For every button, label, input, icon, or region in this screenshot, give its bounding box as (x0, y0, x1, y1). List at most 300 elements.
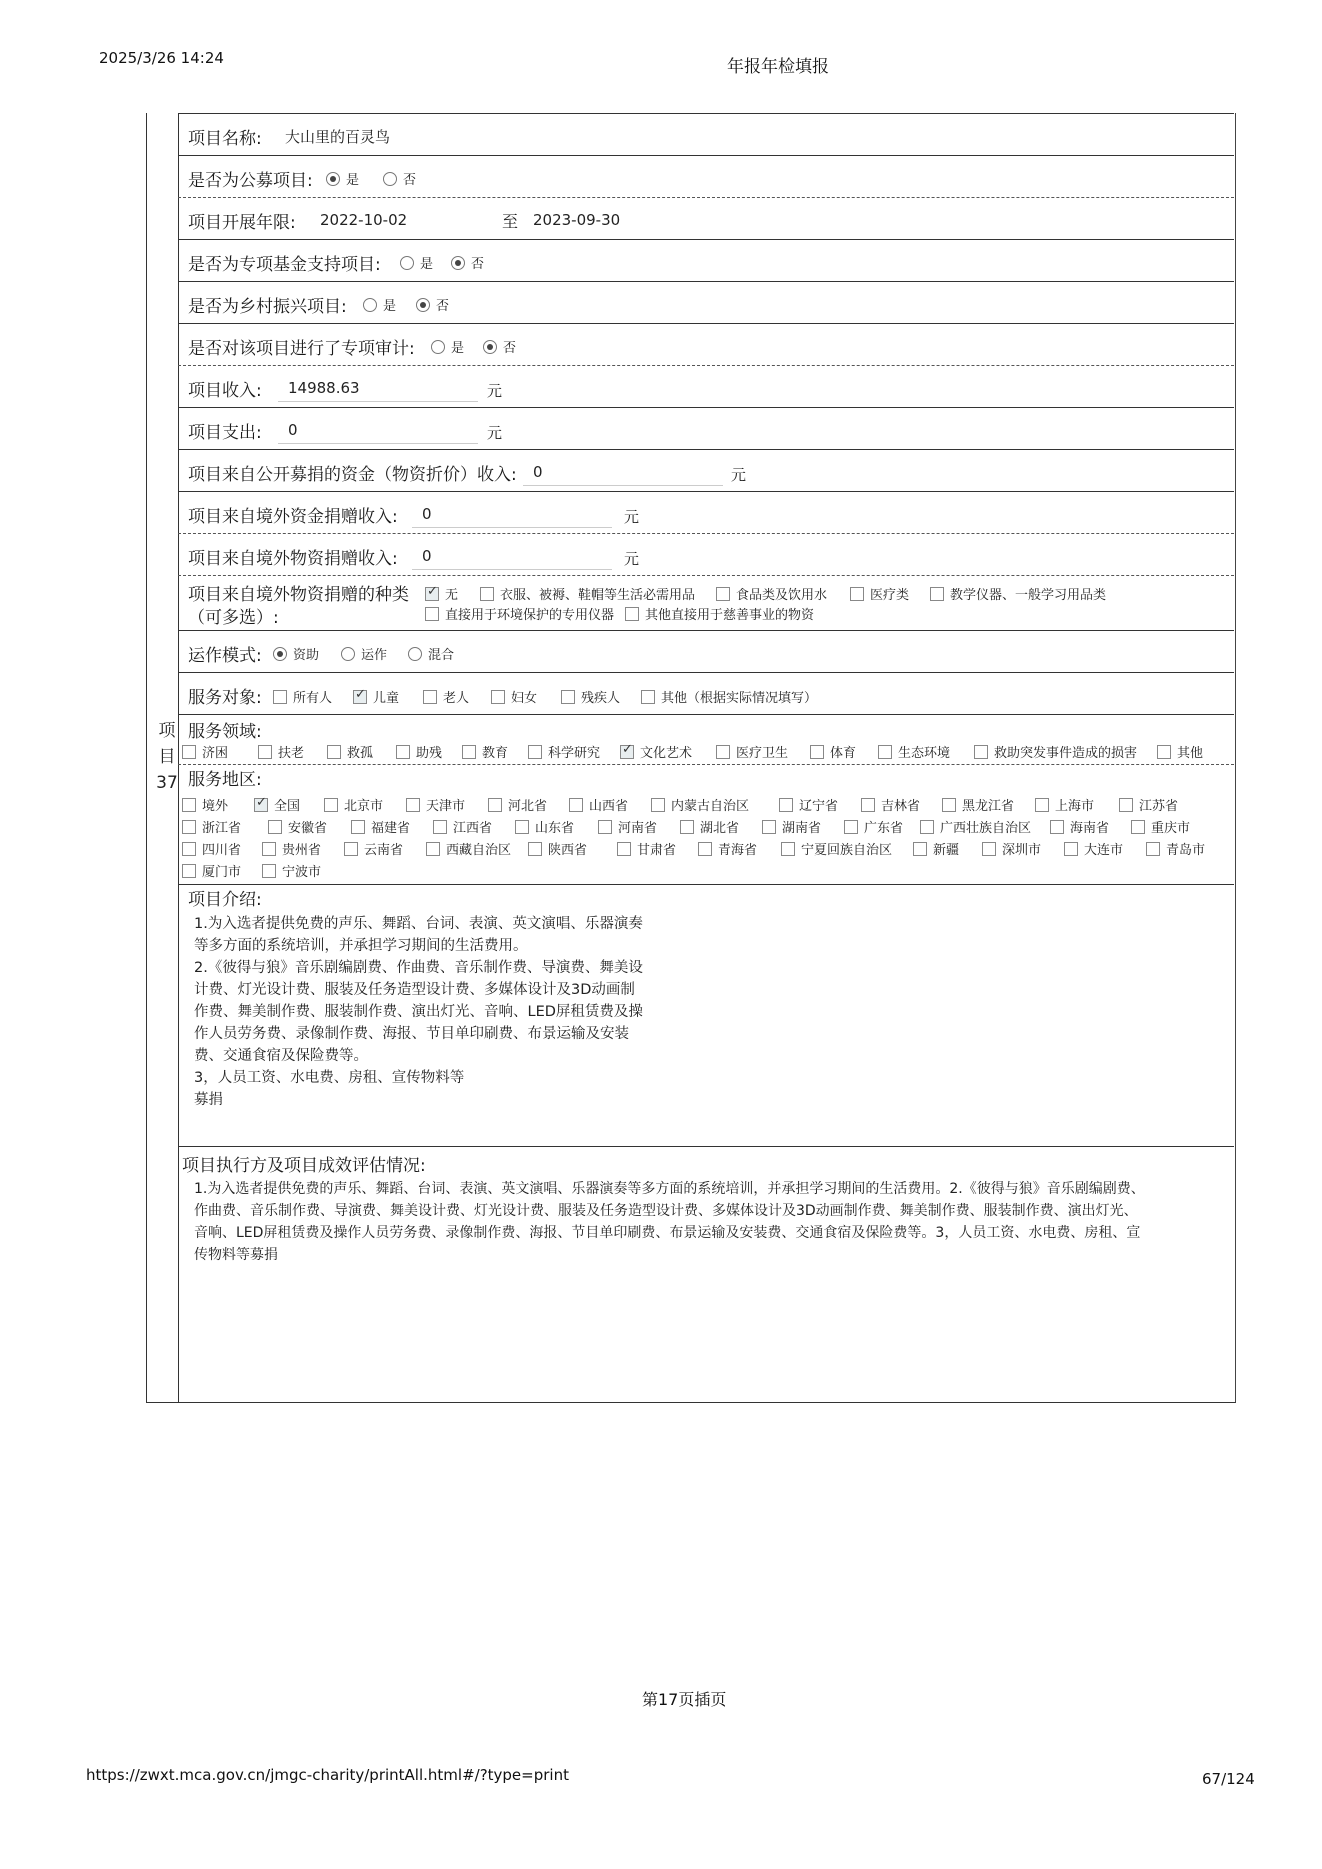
domain-label: 服务领域: (188, 722, 262, 742)
goods-kind-text: 其他直接用于慈善事业的物资 (645, 608, 815, 623)
checkbox-icon[interactable] (182, 745, 196, 759)
rural-no-option[interactable] (416, 295, 449, 314)
region-text: 山东省 (535, 821, 575, 836)
checkbox-icon[interactable] (569, 798, 583, 812)
checkbox-icon[interactable] (1146, 842, 1160, 856)
exec-label: 项目执行方及项目成效评估情况: (182, 1156, 426, 1176)
audit-yes-option[interactable] (431, 337, 464, 356)
row-operation-mode (178, 630, 1234, 672)
domain-option[interactable] (716, 742, 788, 761)
region-option[interactable] (982, 839, 1041, 858)
checkbox-icon[interactable] (480, 587, 494, 601)
period-end[interactable]: 2023-09-30 (533, 211, 621, 229)
checkbox-icon[interactable] (913, 842, 927, 856)
fund-yes-option[interactable] (400, 253, 433, 272)
exec-line: 传物料等募捐 (194, 1247, 278, 1263)
region-option[interactable] (861, 795, 920, 814)
region-option[interactable] (324, 795, 383, 814)
region-text: 广东省 (864, 821, 904, 836)
checkbox-icon[interactable] (462, 745, 476, 759)
region-option[interactable] (762, 817, 821, 836)
radio-icon[interactable] (341, 647, 355, 661)
region-option[interactable] (913, 839, 959, 858)
checkbox-icon[interactable] (528, 745, 542, 759)
checkbox-icon[interactable] (1050, 820, 1064, 834)
goods-kind-text: 食品类及饮用水 (736, 588, 828, 603)
region-text: 辽宁省 (799, 799, 839, 814)
row-public-fund-income (178, 449, 1234, 491)
checkbox-icon[interactable] (254, 798, 268, 812)
checkbox-icon[interactable] (425, 607, 439, 621)
checkbox-icon[interactable] (942, 798, 956, 812)
target-option[interactable] (423, 687, 469, 706)
public-yes-label: 是 (346, 173, 360, 188)
region-text: 宁夏回族自治区 (801, 843, 893, 858)
region-text: 陕西省 (548, 843, 588, 858)
target-text: 老人 (443, 691, 470, 706)
domain-option[interactable] (620, 742, 692, 761)
mode-text: 资助 (293, 648, 320, 663)
checkbox-icon[interactable] (426, 842, 440, 856)
row-project-intro (178, 884, 1234, 1146)
checkbox-icon[interactable] (327, 745, 341, 759)
row-project-name (178, 113, 1234, 155)
region-text: 广西壮族自治区 (940, 821, 1032, 836)
region-text: 重庆市 (1151, 821, 1191, 836)
region-text: 海南省 (1070, 821, 1110, 836)
checkbox-icon[interactable] (182, 864, 196, 878)
public-fund-value: 0 (533, 463, 543, 481)
exec-textarea[interactable] (194, 1178, 1224, 1266)
intro-textarea[interactable] (194, 913, 674, 1111)
fund-no-option[interactable] (451, 253, 484, 272)
audit-no-label: 否 (503, 341, 517, 356)
row-service-region (178, 764, 1234, 884)
checkbox-icon[interactable] (433, 820, 447, 834)
row-service-target (178, 672, 1234, 714)
period-label: 项目开展年限: (188, 213, 296, 233)
domain-text: 救助突发事件造成的损害 (994, 746, 1138, 761)
row-income (178, 365, 1234, 407)
checkbox-icon[interactable] (930, 587, 944, 601)
row-execution-evaluation (178, 1146, 1234, 1402)
fund-no-label: 否 (471, 257, 485, 272)
checkbox-icon[interactable] (861, 798, 875, 812)
target-option[interactable] (353, 687, 399, 706)
domain-option[interactable] (462, 742, 508, 761)
goods-kind-option[interactable] (425, 604, 614, 623)
project-index-label (156, 718, 178, 796)
checkbox-icon[interactable] (779, 798, 793, 812)
region-option[interactable] (426, 839, 511, 858)
domain-text: 济困 (202, 746, 229, 761)
region-option[interactable] (569, 795, 628, 814)
domain-option[interactable] (396, 742, 442, 761)
checkbox-icon[interactable] (273, 690, 287, 704)
public-no-option[interactable] (383, 169, 416, 188)
region-text: 厦门市 (202, 865, 242, 880)
region-option[interactable] (1131, 817, 1190, 836)
goods-kind-text: 教学仪器、一般学习用品类 (950, 588, 1107, 603)
region-text: 云南省 (364, 843, 404, 858)
income-value: 14988.63 (288, 379, 360, 397)
row-public-fundraising (178, 155, 1234, 197)
audit-label: 是否对该项目进行了专项审计: (188, 339, 415, 359)
region-option[interactable] (1050, 817, 1109, 836)
mode-text: 运作 (361, 648, 388, 663)
region-text: 深圳市 (1002, 843, 1042, 858)
target-option[interactable] (273, 687, 332, 706)
region-text: 河南省 (618, 821, 658, 836)
goods-kind-option[interactable] (625, 604, 814, 623)
foreign-goods-unit: 元 (624, 550, 640, 568)
mode-option[interactable] (341, 644, 387, 663)
checkbox-icon[interactable] (182, 820, 196, 834)
domain-text: 生态环境 (898, 746, 951, 761)
target-text: 所有人 (293, 691, 333, 706)
foreign-goods-value: 0 (422, 547, 432, 565)
exec-line: 1.为入选者提供免费的声乐、舞蹈、台词、表演、英文演唱、乐器演奏等多方面的系统培训，并承担学习期间的生活费用。2.《彼得与狼》音乐剧编剧费、 (194, 1181, 1145, 1197)
checkbox-icon[interactable] (324, 798, 338, 812)
audit-no-option[interactable] (483, 337, 516, 356)
region-option[interactable] (182, 817, 241, 836)
rural-yes-label: 是 (383, 299, 397, 314)
region-option[interactable] (262, 861, 321, 880)
radio-icon[interactable] (451, 256, 465, 270)
domain-option[interactable] (1157, 742, 1203, 761)
checkbox-icon[interactable] (781, 842, 795, 856)
goods-kind-option[interactable] (716, 584, 827, 603)
checkbox-icon[interactable] (515, 820, 529, 834)
foreign-goods-input[interactable] (412, 541, 612, 570)
region-option[interactable] (262, 839, 321, 858)
intro-line: 等多方面的系统培训，并承担学习期间的生活费用。 (194, 938, 528, 954)
checkbox-icon[interactable] (344, 842, 358, 856)
expense-input[interactable] (278, 415, 478, 444)
region-option[interactable] (1035, 795, 1094, 814)
intro-line: 募捐 (194, 1092, 223, 1108)
radio-icon[interactable] (383, 172, 397, 186)
intro-line: 1.为入选者提供免费的声乐、舞蹈、台词、表演、英文演唱、乐器演奏 (194, 916, 643, 932)
region-option[interactable] (1119, 795, 1178, 814)
target-text: 妇女 (511, 691, 538, 706)
region-option[interactable] (268, 817, 327, 836)
checkbox-icon[interactable] (844, 820, 858, 834)
checkbox-icon[interactable] (182, 798, 196, 812)
income-label: 项目收入: (188, 381, 262, 401)
domain-option[interactable] (182, 742, 228, 761)
region-text: 新疆 (933, 843, 960, 858)
public-no-label: 否 (403, 173, 417, 188)
intro-line: 作人员劳务费、录像制作费、海报、节目单印刷费、布景运输及安装 (194, 1026, 629, 1042)
domain-option[interactable] (878, 742, 950, 761)
radio-icon[interactable] (431, 340, 445, 354)
expense-label: 项目支出: (188, 423, 262, 443)
goods-kind-text: 无 (445, 588, 459, 603)
period-start[interactable]: 2022-10-02 (320, 211, 408, 229)
checkbox-icon[interactable] (651, 798, 665, 812)
goods-kind-option[interactable] (850, 584, 909, 603)
side-label-char: 37 (156, 773, 178, 793)
domain-text: 医疗卫生 (736, 746, 789, 761)
checkbox-icon[interactable] (716, 745, 730, 759)
checkbox-icon[interactable] (262, 842, 276, 856)
goods-kind-option[interactable] (425, 584, 458, 603)
checkbox-icon[interactable] (528, 842, 542, 856)
domain-option[interactable] (528, 742, 600, 761)
goods-kind-text: 直接用于环境保护的专用仪器 (445, 608, 615, 623)
row-special-fund (178, 239, 1234, 281)
goods-kind-text: 衣服、被褥、鞋帽等生活必需用品 (500, 588, 696, 603)
insert-page-label: 第17页插页 (642, 1690, 727, 1709)
region-text: 江西省 (453, 821, 493, 836)
region-text: 境外 (202, 799, 229, 814)
expense-unit: 元 (487, 424, 503, 442)
target-text: 残疾人 (581, 691, 621, 706)
region-text: 天津市 (426, 799, 466, 814)
radio-icon[interactable] (363, 298, 377, 312)
target-text: 儿童 (373, 691, 400, 706)
income-unit: 元 (487, 382, 503, 400)
page-title: 年报年检填报 (727, 57, 829, 77)
region-option[interactable] (698, 839, 757, 858)
region-option[interactable] (680, 817, 739, 836)
region-text: 湖南省 (782, 821, 822, 836)
foreign-fund-value: 0 (422, 505, 432, 523)
domain-text: 扶老 (278, 746, 305, 761)
mode-option[interactable] (273, 644, 319, 663)
expense-value: 0 (288, 421, 298, 439)
region-option[interactable] (433, 817, 492, 836)
region-text: 宁波市 (282, 865, 322, 880)
public-fund-input[interactable] (523, 457, 723, 486)
radio-icon[interactable] (408, 647, 422, 661)
region-text: 黑龙江省 (962, 799, 1015, 814)
region-option[interactable] (1064, 839, 1123, 858)
region-option[interactable] (617, 839, 676, 858)
footer-page-number: 67/124 (1202, 1770, 1255, 1788)
region-option[interactable] (344, 839, 403, 858)
region-option[interactable] (779, 795, 838, 814)
intro-line: 2.《彼得与狼》音乐剧编剧费、作曲费、音乐制作费、导演费、舞美设 (194, 960, 643, 976)
region-option[interactable] (182, 861, 241, 880)
checkbox-icon[interactable] (491, 690, 505, 704)
domain-text: 助残 (416, 746, 443, 761)
region-text: 福建省 (371, 821, 411, 836)
checkbox-icon[interactable] (1157, 745, 1171, 759)
checkbox-icon[interactable] (974, 745, 988, 759)
fund-label: 是否为专项基金支持项目: (188, 255, 381, 275)
checkbox-icon[interactable] (1064, 842, 1078, 856)
row-special-audit (178, 323, 1234, 365)
foreign-goods-label: 项目来自境外物资捐赠收入: (188, 549, 398, 569)
region-text: 全国 (274, 799, 301, 814)
checkbox-icon[interactable] (617, 842, 631, 856)
checkbox-icon[interactable] (641, 690, 655, 704)
region-option[interactable] (182, 839, 241, 858)
fund-yes-label: 是 (420, 257, 434, 272)
intro-label: 项目介绍: (188, 890, 262, 910)
region-text: 北京市 (344, 799, 384, 814)
checkbox-icon[interactable] (598, 820, 612, 834)
goods-kind-option[interactable] (480, 584, 695, 603)
checkbox-icon[interactable] (716, 587, 730, 601)
checkbox-icon[interactable] (353, 690, 367, 704)
region-text: 甘肃省 (637, 843, 677, 858)
region-option[interactable] (844, 817, 903, 836)
radio-icon[interactable] (273, 647, 287, 661)
checkbox-icon[interactable] (262, 864, 276, 878)
region-label: 服务地区: (188, 770, 262, 790)
region-option[interactable] (254, 795, 300, 814)
region-text: 浙江省 (202, 821, 242, 836)
checkbox-icon[interactable] (1119, 798, 1133, 812)
rural-yes-option[interactable] (363, 295, 396, 314)
intro-line: 3，人员工资、水电费、房租、宣传物料等 (194, 1070, 465, 1086)
region-option[interactable] (651, 795, 749, 814)
goods-kind-label: 项目来自境外物资捐赠的种类 (188, 585, 409, 605)
checkbox-icon[interactable] (561, 690, 575, 704)
region-option[interactable] (528, 839, 587, 858)
checkbox-icon[interactable] (406, 798, 420, 812)
region-option[interactable] (1146, 839, 1205, 858)
row-service-domain (178, 714, 1234, 764)
region-text: 大连市 (1084, 843, 1124, 858)
checkbox-icon[interactable] (850, 587, 864, 601)
project-name-label: 项目名称: (188, 129, 262, 149)
domain-text: 科学研究 (548, 746, 601, 761)
intro-line: 计费、灯光设计费、服装及任务造型设计费、多媒体设计及3D动画制 (194, 982, 635, 998)
intro-line: 作费、舞美制作费、服装制作费、演出灯光、音响、LED屏租赁费及操 (194, 1004, 643, 1020)
region-text: 吉林省 (881, 799, 921, 814)
radio-icon[interactable] (483, 340, 497, 354)
domain-option[interactable] (974, 742, 1137, 761)
row-goods-kinds (178, 575, 1234, 630)
rural-no-label: 否 (436, 299, 450, 314)
domain-text: 教育 (482, 746, 509, 761)
period-to: 至 (502, 212, 519, 231)
domain-text: 体育 (830, 746, 857, 761)
region-option[interactable] (598, 817, 657, 836)
domain-option[interactable] (327, 742, 373, 761)
region-option[interactable] (488, 795, 547, 814)
checkbox-icon[interactable] (810, 745, 824, 759)
goods-kind-option[interactable] (930, 584, 1106, 603)
target-option[interactable] (641, 687, 817, 706)
checkbox-icon[interactable] (351, 820, 365, 834)
region-text: 内蒙古自治区 (671, 799, 750, 814)
region-text: 河北省 (508, 799, 548, 814)
checkbox-icon[interactable] (258, 745, 272, 759)
checkbox-icon[interactable] (762, 820, 776, 834)
region-option[interactable] (351, 817, 410, 836)
rural-label: 是否为乡村振兴项目: (188, 297, 347, 317)
region-text: 江苏省 (1139, 799, 1179, 814)
checkbox-icon[interactable] (268, 820, 282, 834)
region-text: 安徽省 (288, 821, 328, 836)
public-yes-option[interactable] (326, 169, 359, 188)
region-text: 西藏自治区 (446, 843, 512, 858)
footer-url: https://zwxt.mca.gov.cn/jmgc-charity/printAll.html#/?type=print (86, 1766, 569, 1784)
checkbox-icon[interactable] (680, 820, 694, 834)
goods-kind-text: 医疗类 (870, 588, 910, 603)
region-text: 青海省 (718, 843, 758, 858)
region-option[interactable] (942, 795, 1014, 814)
domain-option[interactable] (810, 742, 856, 761)
checkbox-icon[interactable] (625, 607, 639, 621)
side-label-char: 目 (158, 747, 176, 767)
public-label: 是否为公募项目: (188, 171, 313, 191)
row-rural-revitalization (178, 281, 1234, 323)
region-option[interactable] (406, 795, 465, 814)
target-option[interactable] (561, 687, 620, 706)
region-text: 上海市 (1055, 799, 1095, 814)
row-period (178, 197, 1234, 239)
domain-option[interactable] (258, 742, 304, 761)
public-fund-unit: 元 (731, 466, 747, 484)
region-text: 湖北省 (700, 821, 740, 836)
domain-text: 其他 (1177, 746, 1204, 761)
radio-icon[interactable] (326, 172, 340, 186)
foreign-fund-unit: 元 (624, 508, 640, 526)
domain-text: 救孤 (347, 746, 374, 761)
checkbox-icon[interactable] (425, 587, 439, 601)
intro-line: 费、交通食宿及保险费等。 (194, 1048, 368, 1064)
foreign-fund-input[interactable] (412, 499, 612, 528)
checkbox-icon[interactable] (488, 798, 502, 812)
checkbox-icon[interactable] (182, 842, 196, 856)
print-datetime: 2025/3/26 14:24 (99, 49, 224, 67)
region-text: 贵州省 (282, 843, 322, 858)
row-foreign-goods (178, 533, 1234, 575)
checkbox-icon[interactable] (698, 842, 712, 856)
checkbox-icon[interactable] (878, 745, 892, 759)
checkbox-icon[interactable] (982, 842, 996, 856)
region-option[interactable] (515, 817, 574, 836)
exec-line: 音响、LED屏租赁费及操作人员劳务费、录像制作费、海报、节目单印刷费、布景运输及安装费、交通食宿及保险费等。3，人员工资、水电费、房租、宣 (194, 1225, 1141, 1241)
checkbox-icon[interactable] (620, 745, 634, 759)
region-option[interactable] (920, 817, 1031, 836)
checkbox-icon[interactable] (396, 745, 410, 759)
mode-option[interactable] (408, 644, 454, 663)
exec-line: 作曲费、音乐制作费、导演费、舞美设计费、灯光设计费、服装及任务造型设计费、多媒体设计及3D动画制作费、舞美制作费、服装制作费、演出灯光、 (194, 1203, 1138, 1219)
radio-icon[interactable] (400, 256, 414, 270)
side-label-char: 项 (158, 721, 176, 741)
foreign-fund-label: 项目来自境外资金捐赠收入: (188, 507, 398, 527)
region-option[interactable] (182, 795, 228, 814)
checkbox-icon[interactable] (1131, 820, 1145, 834)
domain-text: 文化艺术 (640, 746, 693, 761)
checkbox-icon[interactable] (423, 690, 437, 704)
region-text: 青岛市 (1166, 843, 1206, 858)
checkbox-icon[interactable] (920, 820, 934, 834)
region-text: 山西省 (589, 799, 629, 814)
row-foreign-fund (178, 491, 1234, 533)
project-name-value: 大山里的百灵鸟 (285, 128, 391, 146)
mode-label: 运作模式: (188, 646, 262, 666)
public-fund-label: 项目来自公开募捐的资金（物资折价）收入: (188, 465, 517, 485)
mode-text: 混合 (428, 648, 455, 663)
checkbox-icon[interactable] (1035, 798, 1049, 812)
target-label: 服务对象: (188, 688, 262, 708)
goods-kind-label-sub: （可多选）: (188, 608, 279, 628)
target-option[interactable] (491, 687, 537, 706)
radio-icon[interactable] (416, 298, 430, 312)
region-option[interactable] (781, 839, 892, 858)
region-text: 四川省 (202, 843, 242, 858)
target-text: 其他（根据实际情况填写） (661, 691, 818, 706)
row-expense (178, 407, 1234, 449)
